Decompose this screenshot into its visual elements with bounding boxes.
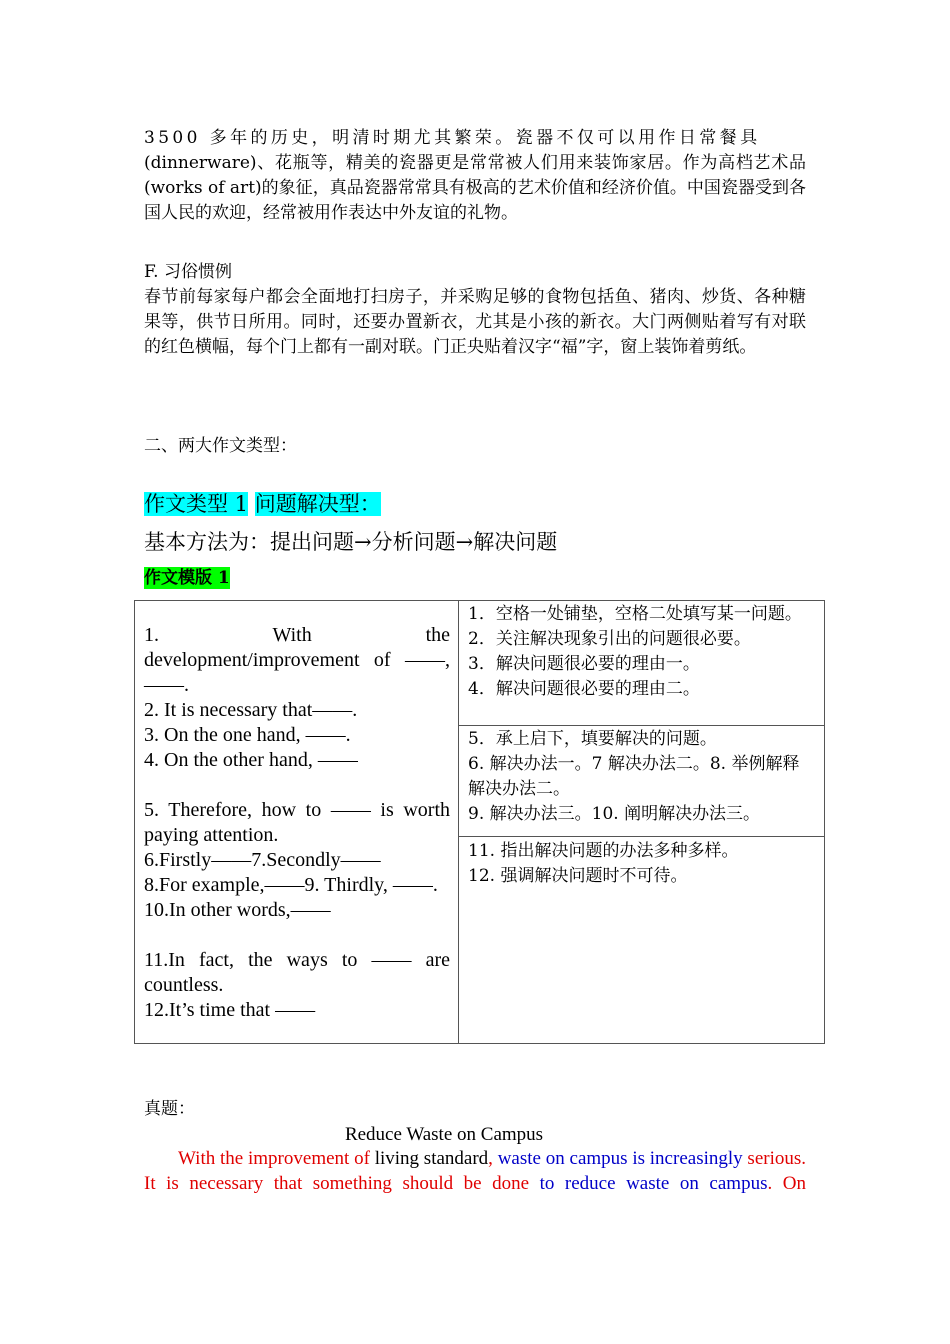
template-spacer	[144, 923, 450, 948]
section-f-paragraph: 春节前每家每户都会全面地打扫房子，并采购足够的食物包括鱼、猪肉、炒货、各种糖果等，供节日所用。同时，还要办置新衣，尤其是小孩的新衣。大门两侧贴着写有对联的红色横幅，每个门上都有一副对联。门正央贴着汉字“福”字，窗上装饰着剪纸。	[144, 287, 806, 357]
explain-11: 11. 指出解决问题的办法多种多样。	[468, 841, 739, 861]
essay-seg-6: to reduce waste on campus	[539, 1173, 768, 1194]
template-line-2: 2. It is necessary that——.	[144, 699, 358, 721]
essay-type-title	[144, 490, 381, 518]
template-left-cell	[135, 601, 459, 1044]
template-line-10: 12.It’s time that ——	[144, 999, 316, 1021]
template-right-cell-1	[459, 601, 825, 726]
section-e-rest: (dinnerware)、花瓶等，精美的瓷器更是常常被人们用来装饰家居。作为高档艺术品(works of art)的象征，真品瓷器常常具有极高的艺术价值和经济价值。中国瓷器受到各国人民的欢迎，经常被用作表达中外友谊的礼物。	[144, 153, 806, 223]
explain-4: 4．解决问题很必要的理由二。	[468, 679, 700, 699]
basic-method: 基本方法为：提出问题→分析问题→解决问题	[144, 530, 558, 554]
part2-heading: 二、两大作文类型：	[144, 436, 297, 456]
essay-seg-4: waste on campus is increasingly	[497, 1148, 748, 1169]
essay-seg-7: . On	[767, 1173, 806, 1194]
template-line-7: 8.For example,——9. Thirdly, ——.	[144, 874, 438, 896]
real-exam-label: 真题：	[144, 1099, 195, 1119]
explain-1: 1．空格一处铺垫，空格二处填写某一问题。	[468, 604, 802, 624]
template-line-4: 4. On the other hand, ——	[144, 749, 358, 771]
essay-paragraph	[144, 1146, 806, 1196]
section-e-paragraph	[144, 126, 806, 226]
template-line-6: 6.Firstly——7.Secondly——	[144, 849, 381, 871]
essay-type-title-name: 问题解决型：	[254, 492, 381, 516]
template-right-cell-3	[459, 837, 825, 1044]
explain-6-8: 6. 解决办法一。7 解决办法二。8. 举例解释解决办法二。	[468, 754, 800, 799]
template-line-1: 1. With the development/improvement of ——,——.	[144, 624, 450, 696]
essay-title: Reduce Waste on Campus	[344, 1124, 544, 1145]
template-right-cell-2	[459, 726, 825, 837]
explain-3: 3．解决问题很必要的理由一。	[468, 654, 700, 674]
essay-seg-1: With the improvement of	[178, 1148, 375, 1169]
template-line-5: 5. Therefore, how to —— is worth paying attention.	[144, 799, 450, 846]
template-spacer	[144, 773, 450, 798]
template-line-8: 10.In other words,——	[144, 899, 331, 921]
essay-seg-2: living standard	[374, 1148, 489, 1169]
explain-9-10: 9. 解决办法三。10. 阐明解决办法三。	[468, 804, 761, 824]
explain-2: 2．关注解决现象引出的问题很必要。	[468, 629, 751, 649]
template-label: 作文模版 1	[144, 568, 230, 588]
explain-5: 5．承上启下，填要解决的问题。	[468, 729, 717, 749]
explain-12: 12. 强调解决问题时不可待。	[468, 866, 688, 886]
essay-type-title-number: 作文类型 1	[144, 492, 249, 516]
section-e-line1: 3500 多年的历史，明清时期尤其繁荣。瓷器不仅可以用作日常餐具	[144, 128, 761, 148]
essay-seg-3: ,	[488, 1148, 498, 1169]
template-table	[134, 600, 825, 1044]
section-f-heading: F. 习俗惯例	[144, 262, 232, 282]
template-line-3: 3. On the one hand, ——.	[144, 724, 351, 746]
template-line-9: 11.In fact, the ways to —— are countless.	[144, 949, 450, 996]
essay-seg-5: serious. It is necessary that something should be done	[144, 1148, 806, 1194]
